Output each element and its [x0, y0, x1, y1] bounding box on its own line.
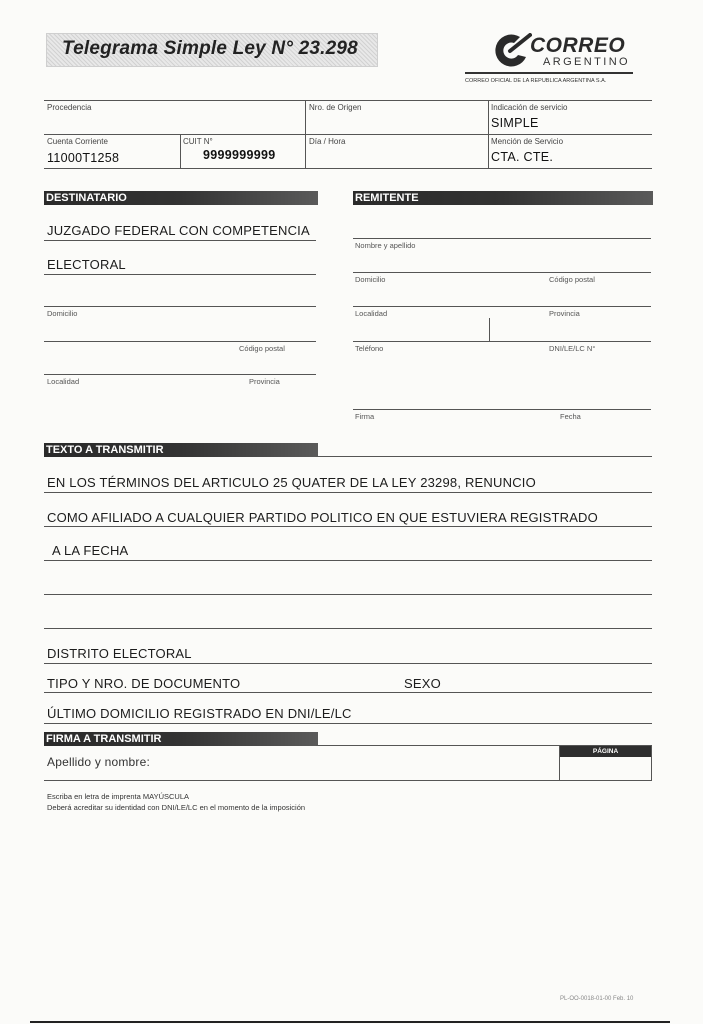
table-divider: [180, 134, 181, 168]
destinatario-codigo-postal-label: Código postal: [239, 344, 285, 353]
destinatario-line-2[interactable]: ELECTORAL: [47, 257, 126, 272]
pagina-box-left: [559, 746, 560, 780]
texto-rule: [44, 692, 652, 693]
mencion-value[interactable]: CTA. CTE.: [491, 150, 554, 164]
cuit-value[interactable]: 9999999999: [203, 148, 276, 162]
destinatario-line-1[interactable]: JUZGADO FEDERAL CON COMPETENCIA: [47, 223, 310, 238]
logo-divider: [465, 72, 633, 74]
texto-rule: [44, 492, 652, 493]
table-bottom-border: [44, 168, 652, 169]
remitente-fecha-label: Fecha: [560, 412, 581, 421]
destinatario-heading: DESTINATARIO: [44, 191, 318, 205]
firma-rule: [44, 780, 652, 781]
texto-heading-rule: [316, 456, 652, 457]
firma-apellido-label: Apellido y nombre:: [47, 755, 150, 769]
footer-note-2: Deberá acreditar su identidad con DNI/LE/LC en el momento de la imposición: [47, 803, 306, 812]
firma-heading: FIRMA A TRANSMITIR: [44, 732, 318, 746]
remitente-rule: [353, 306, 651, 307]
remitente-rule: [353, 272, 651, 273]
nro-origen-label: Nro. de Origen: [309, 103, 362, 112]
remitente-firma-label: Firma: [355, 412, 375, 421]
cuenta-value[interactable]: 11000T1258: [47, 151, 120, 165]
pagina-label: PÁGINA: [560, 746, 651, 757]
texto-sexo[interactable]: SEXO: [404, 676, 441, 691]
texto-heading: TEXTO A TRANSMITIR: [44, 443, 318, 457]
texto-rule: [44, 723, 652, 724]
procedencia-label: Procedencia: [47, 103, 92, 112]
correo-logo-icon: [490, 33, 532, 69]
cuit-label: CUIT N°: [183, 137, 213, 146]
texto-ultimo-domicilio[interactable]: ÚLTIMO DOMICILIO REGISTRADO EN DNI/LE/LC: [47, 706, 352, 721]
indicacion-label: Indicación de servicio: [491, 103, 568, 112]
texto-rule: [44, 628, 652, 629]
dia-hora-label: Día / Hora: [309, 137, 346, 146]
logo-tagline: CORREO OFICIAL DE LA REPUBLICA ARGENTINA S.A.: [465, 78, 607, 84]
logo-word: CORREO: [530, 34, 626, 57]
texto-distrito[interactable]: DISTRITO ELECTORAL: [47, 646, 192, 661]
texto-rule: [44, 663, 652, 664]
destinatario-localidad-label: Localidad: [47, 377, 80, 386]
mencion-label: Mención de Servicio: [491, 137, 564, 146]
texto-rule: [44, 594, 652, 595]
pagina-box-right: [651, 746, 652, 780]
table-divider: [305, 100, 306, 168]
page-bottom-edge: [30, 1021, 670, 1023]
texto-line-1[interactable]: EN LOS TÉRMINOS DEL ARTICULO 25 QUATER DE LA LEY 23298, RENUNCIO: [47, 475, 536, 490]
remitente-domicilio-label: Domicilio: [355, 275, 386, 284]
logo-subtitle: ARGENTINO: [543, 56, 630, 68]
remitente-codigo-postal-label: Código postal: [549, 275, 595, 284]
remitente-rule: [353, 341, 651, 342]
form-title: Telegrama Simple Ley N° 23.298: [62, 38, 358, 59]
footer-note-1: Escriba en letra de imprenta MAYÚSCULA: [47, 792, 190, 801]
remitente-rule: [353, 409, 651, 410]
remitente-dni-label: DNI/LE/LC N°: [549, 344, 596, 353]
cuenta-label: Cuenta Corriente: [47, 137, 108, 146]
destinatario-rule: [44, 374, 316, 375]
remitente-rule: [353, 238, 651, 239]
destinatario-provincia-label: Provincia: [249, 377, 280, 386]
form-code: PL-OO-0018-01-00 Feb. 10: [560, 996, 634, 1002]
texto-line-3[interactable]: A LA FECHA: [52, 543, 129, 558]
texto-line-2[interactable]: COMO AFILIADO A CUALQUIER PARTIDO POLITICO EN QUE ESTUVIERA REGISTRADO: [47, 510, 598, 525]
destinatario-rule: [44, 240, 316, 241]
texto-rule: [44, 526, 652, 527]
table-middle-border: [44, 134, 652, 135]
remitente-nombre-label: Nombre y apellido: [355, 241, 416, 250]
remitente-heading: REMITENTE: [353, 191, 653, 205]
destinatario-rule: [44, 341, 316, 342]
destinatario-rule: [44, 306, 316, 307]
remitente-provincia-label: Provincia: [549, 309, 580, 318]
remitente-telefono-label: Teléfono: [355, 344, 384, 353]
destinatario-domicilio-label: Domicilio: [47, 309, 78, 318]
indicacion-value[interactable]: SIMPLE: [491, 116, 539, 130]
table-top-border: [44, 100, 652, 101]
destinatario-rule: [44, 274, 316, 275]
texto-tipo-documento[interactable]: TIPO Y NRO. DE DOCUMENTO: [47, 676, 241, 691]
remitente-divider: [489, 318, 490, 341]
table-divider: [488, 100, 489, 168]
texto-rule: [44, 560, 652, 561]
remitente-localidad-label: Localidad: [355, 309, 388, 318]
